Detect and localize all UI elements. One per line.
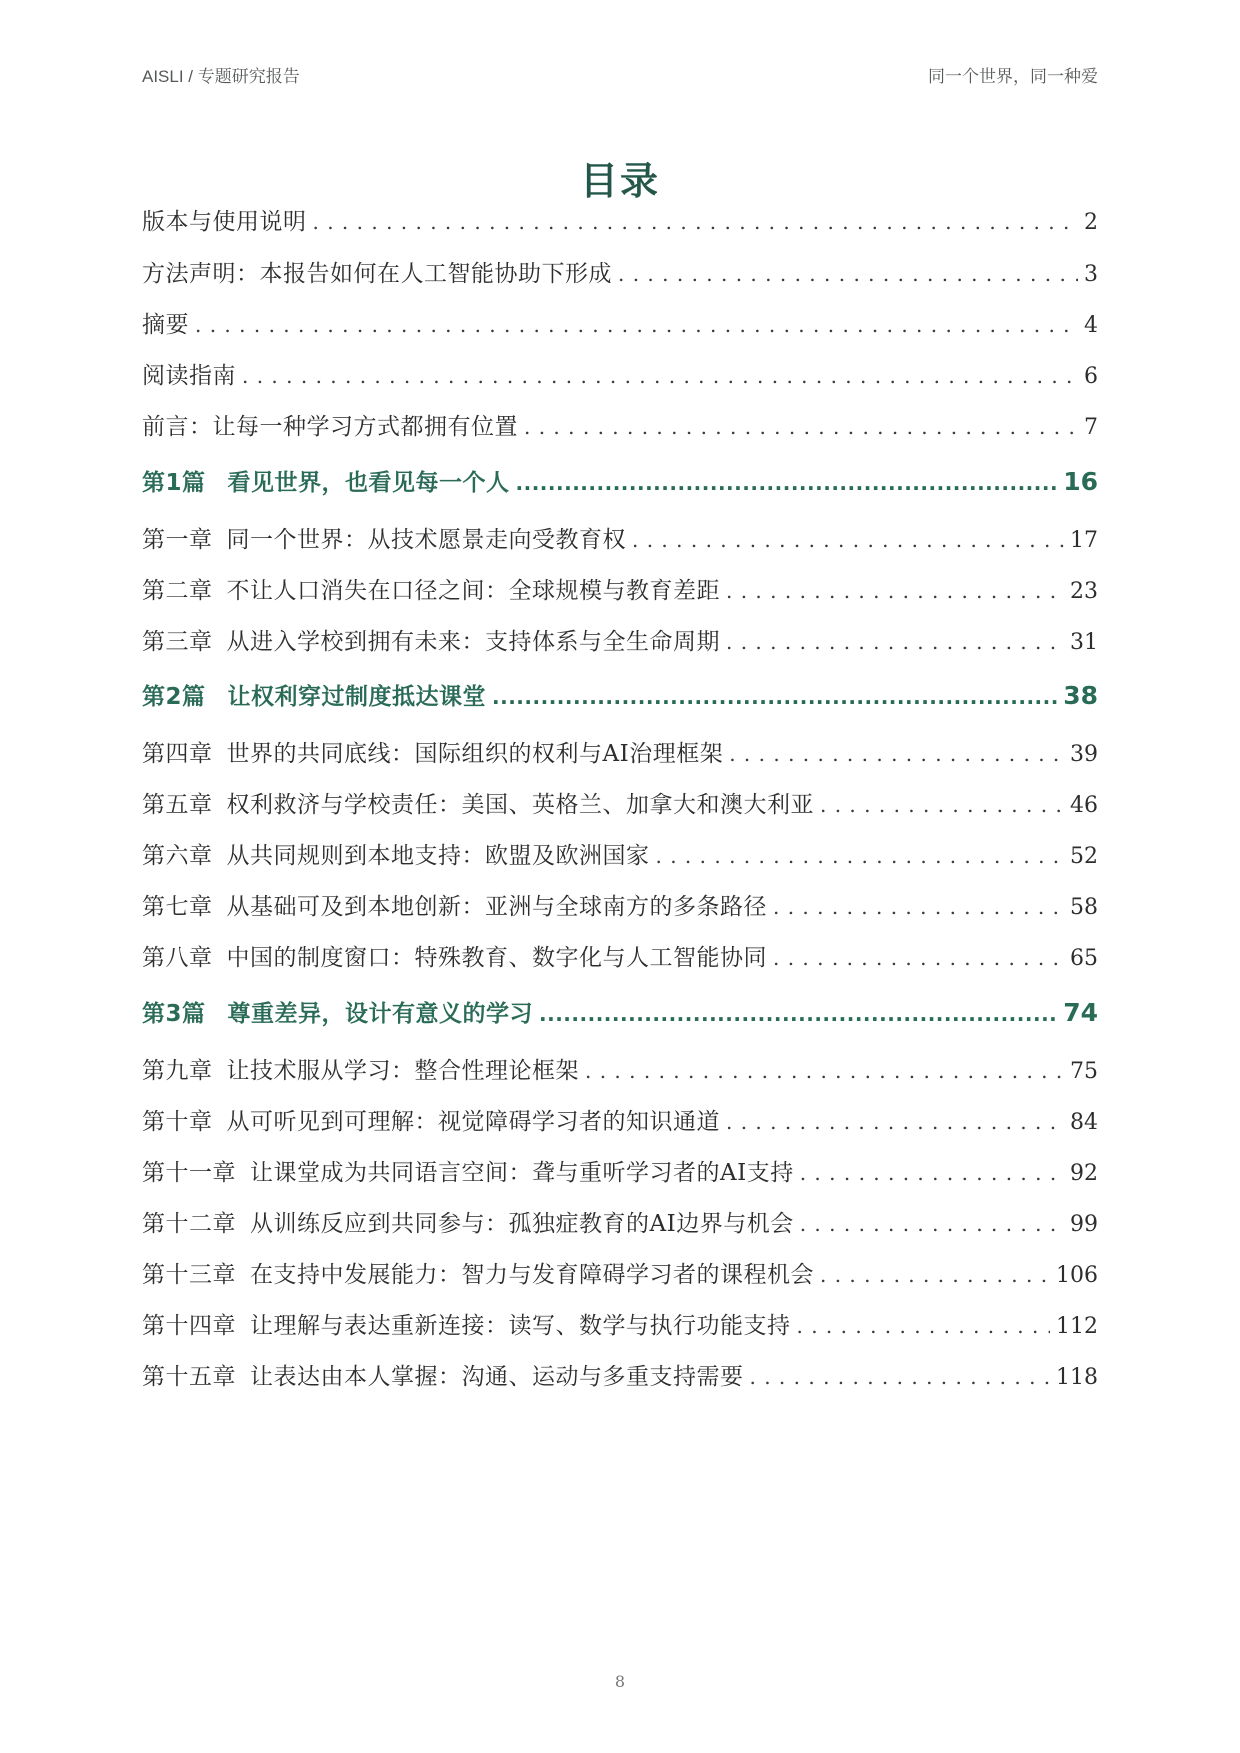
- toc-entry-title: 从可听见到可理解：视觉障碍学习者的知识通道: [226, 1109, 720, 1135]
- toc-front-entry[interactable]: [142, 408, 1098, 444]
- toc-page-number: 84: [1070, 1110, 1098, 1135]
- toc-entry-title: 阅读指南: [142, 363, 236, 389]
- dot-leader: [800, 1212, 1064, 1236]
- toc-entry-title: 让表达由本人掌握：沟通、运动与多重支持需要: [250, 1364, 744, 1390]
- toc-chapter-entry[interactable]: [142, 1103, 1098, 1139]
- toc-page-number: 112: [1056, 1314, 1098, 1339]
- toc-entry-label: [142, 837, 650, 870]
- chapter-number: 第三章: [142, 629, 213, 655]
- toc-page-number: 23: [1070, 579, 1098, 604]
- toc-chapter-entry[interactable]: [142, 735, 1098, 771]
- chapter-number: 第一章: [142, 527, 213, 553]
- toc-entry-label: [142, 888, 767, 921]
- toc-front-entry[interactable]: [142, 357, 1098, 393]
- toc-entry-title: 中国的制度窗口：特殊教育、数字化与人工智能协同: [226, 945, 767, 971]
- dot-leader: [797, 1314, 1051, 1338]
- toc-page-number: 38: [1063, 681, 1098, 710]
- toc-entry-label: [142, 408, 518, 441]
- header-slogan: 同一个世界，同一种爱: [928, 67, 1098, 86]
- toc-entry-title: 前言：让每一种学习方式都拥有位置: [142, 414, 518, 440]
- toc-page-number: 58: [1070, 895, 1098, 920]
- toc-entry-title: 从基础可及到本地创新：亚洲与全球南方的多条路径: [226, 894, 767, 920]
- toc-chapter-entry[interactable]: [142, 1205, 1098, 1241]
- dot-leader: [750, 1365, 1051, 1389]
- toc-entry-label: [142, 521, 626, 554]
- toc-front-entry[interactable]: [142, 255, 1098, 291]
- chapter-number: 第六章: [142, 843, 213, 869]
- toc-entry-title: 同一个世界：从技术愿景走向受教育权: [226, 527, 626, 553]
- dot-leader: [539, 1002, 1057, 1026]
- toc-page-number: 39: [1070, 742, 1098, 767]
- chapter-number: 第十四章: [142, 1313, 236, 1339]
- toc-entry-label: [142, 786, 814, 819]
- toc-entry-label: [142, 735, 723, 768]
- dot-leader: [800, 1161, 1064, 1185]
- toc-entry-title: 在支持中发展能力：智力与发育障碍学习者的课程机会: [250, 1262, 814, 1288]
- toc-entry-title: 让课堂成为共同语言空间：聋与重听学习者的AI支持: [250, 1160, 794, 1186]
- toc-entry-title: 看见世界，也看见每一个人: [227, 470, 510, 496]
- dot-leader: [820, 793, 1064, 817]
- toc-entry-title: 从进入学校到拥有未来：支持体系与全生命周期: [226, 629, 720, 655]
- toc-entry-label: [142, 357, 236, 390]
- toc-entry-title: 版本与使用说明: [142, 209, 307, 235]
- dot-leader: [773, 895, 1064, 919]
- toc-front-entry[interactable]: [142, 306, 1098, 342]
- chapter-number: 第十五章: [142, 1364, 236, 1390]
- chapter-number: 第八章: [142, 945, 213, 971]
- toc-entry-title: 让权利穿过制度抵达课堂: [227, 684, 487, 710]
- toc-entry-title: 摘要: [142, 312, 189, 338]
- toc-entry-title: 从共同规则到本地支持：欧盟及欧洲国家: [226, 843, 650, 869]
- toc-page-number: 17: [1070, 528, 1098, 553]
- toc-page-number: 118: [1056, 1365, 1098, 1390]
- dot-leader: [195, 313, 1078, 337]
- toc-entry-label: [142, 1103, 720, 1136]
- toc-entry-title: 方法声明：本报告如何在人工智能协助下形成: [142, 261, 612, 287]
- toc-entry-label: [142, 1358, 744, 1391]
- dot-leader: [656, 844, 1065, 868]
- toc-page-number: 2: [1084, 210, 1098, 235]
- toc-entry-title: 权利救济与学校责任：美国、英格兰、加拿大和澳大利亚: [226, 792, 814, 818]
- toc-part-entry[interactable]: [142, 678, 1098, 714]
- dot-leader: [492, 685, 1057, 709]
- chapter-number: 第十一章: [142, 1160, 236, 1186]
- dot-leader: [618, 262, 1078, 286]
- chapter-number: 第九章: [142, 1058, 213, 1084]
- toc-entry-title: 从训练反应到共同参与：孤独症教育的AI边界与机会: [250, 1211, 794, 1237]
- toc-entry-label: [142, 939, 767, 972]
- toc-entry-label: [142, 572, 720, 605]
- toc-front-entry[interactable]: [142, 203, 1098, 239]
- toc-page-number: 6: [1084, 364, 1098, 389]
- toc-entry-label: [142, 995, 533, 1028]
- dot-leader: [585, 1059, 1064, 1083]
- dot-leader: [242, 364, 1078, 388]
- dot-leader: [773, 946, 1064, 970]
- toc-chapter-entry[interactable]: [142, 888, 1098, 924]
- toc-page-number: 99: [1070, 1212, 1098, 1237]
- toc-entry-label: [142, 464, 510, 497]
- toc-chapter-entry[interactable]: [142, 572, 1098, 608]
- toc-entry-title: 尊重差异，设计有意义的学习: [227, 1001, 534, 1027]
- toc-entry-label: [142, 1307, 791, 1340]
- dot-leader: [729, 742, 1064, 766]
- toc-part-entry[interactable]: [142, 995, 1098, 1031]
- dot-leader: [726, 630, 1064, 654]
- toc-page-number: 31: [1070, 630, 1098, 655]
- toc-chapter-entry[interactable]: [142, 521, 1098, 557]
- toc-chapter-entry[interactable]: [142, 1256, 1098, 1292]
- toc-chapter-entry[interactable]: [142, 786, 1098, 822]
- toc-entry-title: 世界的共同底线：国际组织的权利与AI治理框架: [226, 741, 724, 767]
- toc-entry-label: [142, 1154, 794, 1187]
- toc-page-number: 16: [1063, 467, 1098, 496]
- toc-page-number: 4: [1084, 313, 1098, 338]
- chapter-number: 第七章: [142, 894, 213, 920]
- toc-page-number: 92: [1070, 1161, 1098, 1186]
- part-number: 第1篇: [142, 470, 206, 496]
- toc-entry-label: [142, 1256, 814, 1289]
- dot-leader: [726, 579, 1064, 603]
- chapter-number: 第二章: [142, 578, 213, 604]
- toc-chapter-entry[interactable]: [142, 1154, 1098, 1190]
- dot-leader: [726, 1110, 1064, 1134]
- page-number: 8: [614, 1672, 626, 1691]
- toc-entry-label: [142, 306, 189, 339]
- dot-leader: [313, 210, 1079, 234]
- chapter-number: 第四章: [142, 741, 213, 767]
- toc-chapter-entry[interactable]: [142, 1052, 1098, 1088]
- toc-entry-label: [142, 678, 486, 711]
- toc-page-number: 106: [1056, 1263, 1098, 1288]
- part-number: 第2篇: [142, 684, 206, 710]
- dot-leader: [632, 528, 1064, 552]
- chapter-number: 第五章: [142, 792, 213, 818]
- chapter-number: 第十三章: [142, 1262, 236, 1288]
- toc-page-number: 65: [1070, 946, 1098, 971]
- toc-entry-label: [142, 1205, 794, 1238]
- toc-part-entry[interactable]: [142, 464, 1098, 500]
- toc-chapter-entry[interactable]: [142, 939, 1098, 975]
- toc-page-number: 46: [1070, 793, 1098, 818]
- toc-page-number: 52: [1070, 844, 1098, 869]
- toc-title: 目录: [579, 158, 660, 203]
- toc-entry-title: 让理解与表达重新连接：读写、数学与执行功能支持: [250, 1313, 791, 1339]
- toc-page-number: 75: [1070, 1059, 1098, 1084]
- toc-entry-label: [142, 623, 720, 656]
- chapter-number: 第十章: [142, 1109, 213, 1135]
- header-report-label: AISLI / 专题研究报告: [142, 67, 300, 86]
- toc-entry-label: [142, 1052, 579, 1085]
- chapter-number: 第十二章: [142, 1211, 236, 1237]
- toc-entry-label: [142, 255, 612, 288]
- toc-page-number: 7: [1084, 415, 1098, 440]
- toc-entry-title: 不让人口消失在口径之间：全球规模与教育差距: [226, 578, 720, 604]
- dot-leader: [524, 415, 1078, 439]
- toc-chapter-entry[interactable]: [142, 837, 1098, 873]
- toc-entry-label: [142, 203, 307, 236]
- toc-chapter-entry[interactable]: [142, 1307, 1098, 1343]
- dot-leader: [516, 471, 1058, 495]
- toc-chapter-entry[interactable]: [142, 623, 1098, 659]
- toc-page-number: 3: [1084, 262, 1098, 287]
- toc-page-number: 74: [1063, 998, 1098, 1027]
- toc-entry-title: 让技术服从学习：整合性理论框架: [226, 1058, 579, 1084]
- toc-chapter-entry[interactable]: [142, 1358, 1098, 1394]
- part-number: 第3篇: [142, 1001, 206, 1027]
- page-header: [142, 62, 1098, 88]
- dot-leader: [820, 1263, 1050, 1287]
